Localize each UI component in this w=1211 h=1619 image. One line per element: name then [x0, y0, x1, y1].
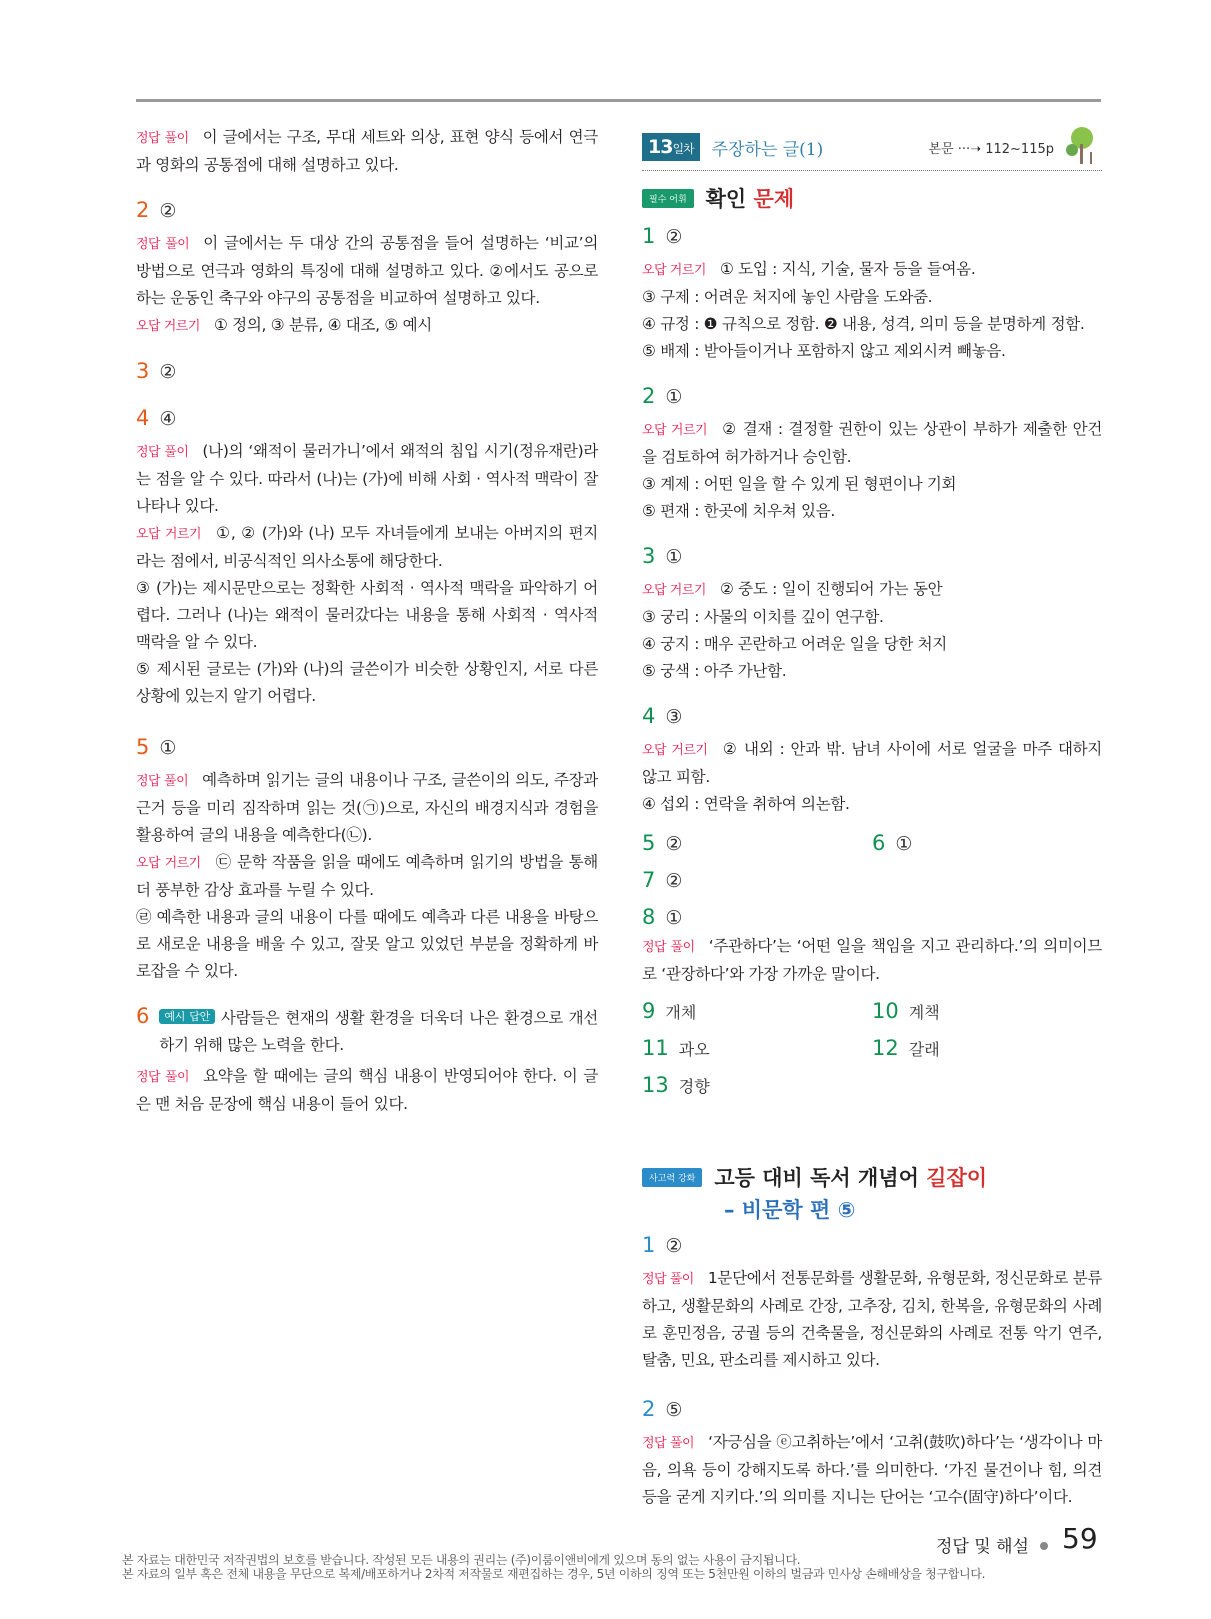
r3-line-3: ④ 궁지 : 매우 곤란하고 어려운 일을 당한 처지	[642, 635, 947, 653]
r4-line-1: 오답 거르기 ② 내외 : 안과 밖. 남녀 사이에 서로 얼굴을 마주 대하지 않고 피함.	[642, 740, 1102, 786]
example-answer-badge: 예시 답안	[159, 1009, 215, 1024]
lesson-header	[642, 124, 1102, 171]
q5-explanation: 정답 풀이 예측하며 읽기는 글의 내용이나 구조, 글쓴이의 의도, 주장과 근거 등을 미리 짐작하며 읽는 것(㉠)으로, 자신의 배경지식과 경험을 활용하여 글의 내용을 예측한다(㉡).	[136, 771, 598, 844]
q2-wrong-answers: 오답 거르기 ① 정의, ③ 분류, ④ 대조, ⑤ 예시	[136, 316, 432, 334]
r1-line-4: ⑤ 배제 : 받아들이거나 포함하지 않고 제외시켜 빼놓음.	[642, 342, 1006, 360]
section-badge-2: 사고력 강화	[642, 1168, 702, 1187]
r2-line-2: ③ 계제 : 어떤 일을 할 수 있게 된 형편이나 기회	[642, 475, 957, 493]
copyright-line-2: 본 자료의 일부 혹은 전체 내용을 무단으로 복제/배포하거나 2차적 저작물로 재편집하는 경우, 5년 이하의 징역 또는 5천만원 이하의 벌금과 민사상 손해배상을 청구합니다.	[122, 1567, 986, 1581]
unit-title: 주장하는 글(1)	[711, 139, 824, 160]
vocab-answer-6: 6 ①	[872, 831, 913, 855]
vocab-answer-8: 8 ①	[642, 905, 683, 929]
r1-line-2: ③ 구제 : 어려운 처지에 놓인 사람을 도와줌.	[642, 288, 933, 306]
r1-line-3: ④ 규정 : ❶ 규칙으로 정함. ❷ 내용, 성격, 의미 등을 분명하게 정함.	[642, 315, 1085, 333]
copyright-line-1: 본 자료는 대한민국 저작권법의 보호를 받습니다. 작성된 모든 내용의 권리는 (주)이룸이앤비에게 있으며 동의 없는 사용이 금지됩니다.	[122, 1553, 801, 1567]
s2-explanation: 정답 풀이 ‘자긍심을 ⓔ고취하는’에서 ‘고취(鼓吹)하다’는 ‘생각이나 마음, 의욕 등이 강해지도록 하다.’를 의미한다. ‘가진 물건이나 힘, 의견 등을 굳게 지키다.’의 의미를 지니는 단어는 ‘고수(固守)하다’이다.	[642, 1433, 1102, 1506]
s1-explanation: 정답 풀이 1문단에서 전통문화를 생활문화, 유형문화, 정신문화로 분류하고, 생활문화의 사례로 간장, 고추장, 김치, 한복을, 유형문화의 사례로 훈민정음, 궁궐 등의 건축물을, 정신문화의 사례로 전통 악기 연주, 탈춤, 민요, 판소리를 제시하고 있다.	[642, 1269, 1102, 1369]
answer-6: 6 예시 답안 사람들은 현재의 생활 환경을 더욱더 나은 환경으로 개선하기 위해 많은 노력을 한다.	[136, 1004, 598, 1054]
vocab-answer-4: 4 ③	[642, 704, 683, 728]
top-rule	[136, 99, 1101, 102]
footer-bullet	[1040, 1542, 1048, 1550]
q6-explanation: 정답 풀이 요약을 할 때에는 글의 핵심 내용이 반영되어야 한다. 이 글은 맨 처음 문장에 핵심 내용이 들어 있다.	[136, 1067, 598, 1113]
vocab-answer-3: 3 ①	[642, 544, 683, 568]
tree-icon	[1060, 124, 1100, 166]
r3-line-2: ③ 궁리 : 사물의 이치를 깊이 연구함.	[642, 608, 884, 626]
answer-4: 4 ④	[136, 406, 177, 430]
r2-line-1: 오답 거르기 ② 결재 : 결정할 권한이 있는 상관이 부하가 제출한 안건을 검토하여 허가하거나 승인함.	[642, 420, 1102, 466]
reading-answer-2: 2 ⑤	[642, 1397, 683, 1421]
q2-explanation: 정답 풀이 이 글에서는 두 대상 간의 공통점을 들어 설명하는 ‘비교’의 방법으로 연극과 영화의 특징에 대해 설명하고 있다. ②에서도 공으로 하는 운동인 축구와 야구의 공통점을 비교하여 설명하고 있다.	[136, 234, 598, 307]
q4-note-3: ③ (가)는 제시문만으로는 정확한 사회적 · 역사적 맥락을 파악하기 어렵다. 그러나 (나)는 왜적이 물러갔다는 내용을 통해 사회적 · 역사적 맥락을 알 수 있다.	[136, 579, 598, 651]
r1-line-1: 오답 거르기 ① 도입 : 지식, 기술, 물자 등을 들여옴.	[642, 260, 976, 278]
vocab-answer-2: 2 ①	[642, 384, 683, 408]
page-number: 59	[1062, 1522, 1098, 1555]
section-title-2: 고등 대비 독서 개념어 길잡이	[714, 1166, 988, 1190]
vocab-answer-5: 5 ②	[642, 831, 683, 855]
section-vocab-check	[642, 183, 1102, 213]
right-column	[642, 124, 1102, 1511]
r8-explanation: 정답 풀이 ‘주관하다’는 ‘어떤 일을 책임을 지고 관리하다.’의 의미이므로 ‘관장하다’와 가장 가까운 말이다.	[642, 937, 1102, 983]
section-badge: 필수 어휘	[642, 189, 694, 208]
section-subtitle-2: – 비문학 편 ⑤	[724, 1198, 856, 1222]
r3-line-4: ⑤ 궁색 : 아주 가난함.	[642, 662, 787, 680]
vocab-answer-12: 12 갈래	[872, 1036, 940, 1060]
answer-5: 5 ①	[136, 735, 177, 759]
q4-note-5: ⑤ 제시된 글로는 (가)와 (나)의 글쓴이가 비슷한 상황인지, 서로 다른 상황에 있는지 알기 어렵다.	[136, 660, 598, 705]
r3-line-1: 오답 거르기 ② 중도 : 일이 진행되어 가는 동안	[642, 580, 943, 598]
q5-note: ㉣ 예측한 내용과 글의 내용이 다를 때에도 예측과 다른 내용을 바탕으로 새로운 내용을 배울 수 있고, 잘못 알고 있었던 부분을 정확하게 바로잡을 수 있다.	[136, 908, 598, 980]
section-title: 확인 문제	[705, 187, 795, 211]
vocab-answer-11: 11 과오	[642, 1036, 710, 1060]
footer-section-title: 정답 및 해설	[936, 1537, 1029, 1557]
q4-explanation: 정답 풀이 (나)의 ‘왜적이 물러가니’에서 왜적의 침입 시기(정유재란)라는 점을 알 수 있다. 따라서 (나)는 (가)에 비해 사회 · 역사적 맥락이 잘 나타나 있다.	[136, 442, 599, 515]
reading-answer-1: 1 ②	[642, 1233, 683, 1257]
vocab-answer-7: 7 ②	[642, 868, 683, 892]
intro-explanation: 정답 풀이 이 글에서는 구조, 무대 세트와 의상, 표현 양식 등에서 연극과 영화의 공통점에 대해 설명하고 있다.	[136, 128, 598, 174]
vocab-answer-10: 10 계책	[872, 999, 940, 1023]
section-reading-terms	[642, 1162, 1102, 1192]
answer-2: 2 ②	[136, 198, 177, 222]
answer-3: 3 ②	[136, 359, 177, 383]
day-badge: 13일차	[642, 133, 700, 161]
left-column	[136, 124, 598, 1118]
r4-line-2: ④ 섭외 : 연락을 취하여 의논함.	[642, 795, 850, 813]
vocab-answer-13: 13 경향	[642, 1073, 710, 1097]
copyright-notice	[122, 1553, 985, 1581]
page-reference: 본문 ···➝ 112~115p	[928, 142, 1054, 157]
r2-line-3: ⑤ 편재 : 한곳에 치우쳐 있음.	[642, 502, 836, 520]
vocab-answer-9: 9 개체	[642, 999, 697, 1023]
vocab-answer-1: 1 ②	[642, 224, 683, 248]
q4-wrong-answers: 오답 거르기 ①, ② (가)와 (나) 모두 자녀들에게 보내는 아버지의 편지라는 점에서, 비공식적인 의사소통에 해당한다.	[136, 524, 598, 570]
q5-wrong-answers: 오답 거르기 ㉢ 문학 작품을 읽을 때에도 예측하며 읽기의 방법을 통해 더 풍부한 감상 효과를 누릴 수 있다.	[136, 853, 598, 899]
